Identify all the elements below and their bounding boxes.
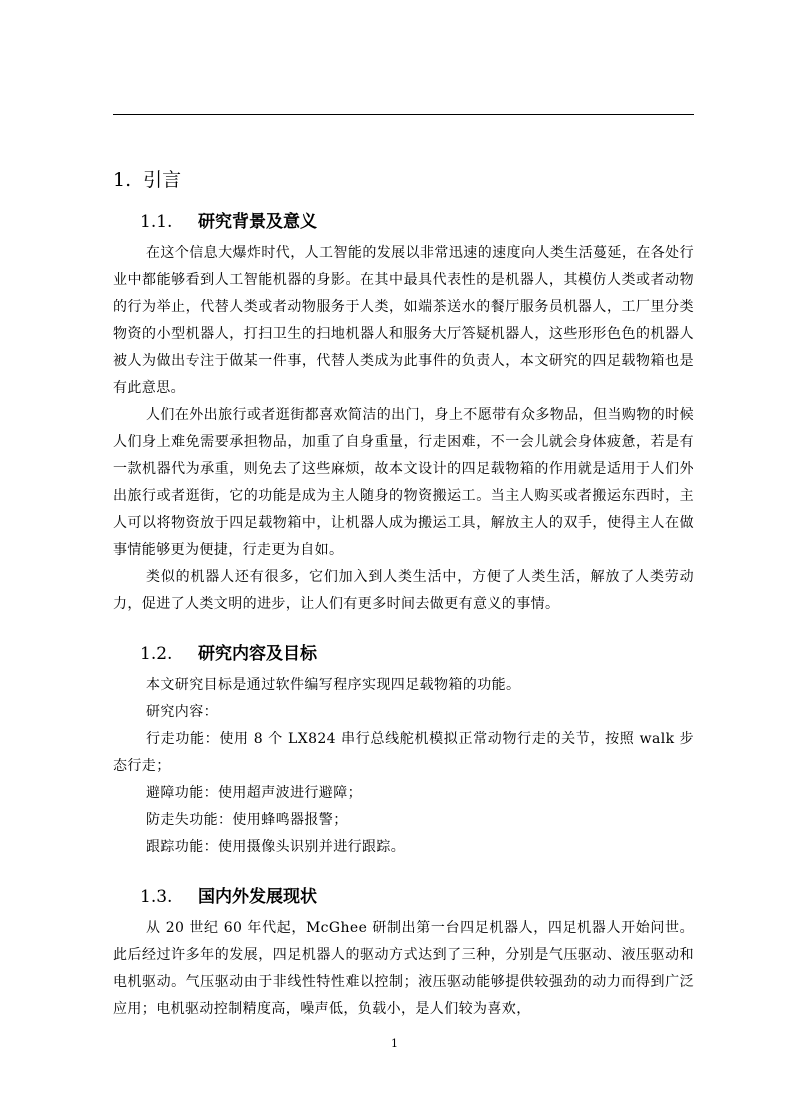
chapter-number: 1. <box>113 169 132 191</box>
chapter-heading <box>113 160 694 200</box>
paragraph: 本文研究目标是通过软件编写程序实现四足载物箱的功能。 <box>146 677 521 693</box>
list-item: 跟踪功能：使用摄像头识别并进行跟踪。 <box>146 839 406 855</box>
section-heading-1-3 <box>113 879 694 915</box>
section-number: 1.1. <box>140 212 173 232</box>
paragraph: 人们在外出旅行或者逛街都喜欢简洁的出门，身上不愿带有众多物品，但当购物的时候人们身上难免需要承担物品，加重了自身重量，行走困难，不一会儿就会身体疲惫，若是有一款机器代为承重，则免去了这些麻烦，故本文设计的四足载物箱的作用就是适用于人们外出旅行或者逛街，它的功能是成为主人随身的物资搬运工。当主人购买或者搬运东西时，主人可以将物资放于四足载物箱中，让机器人成为搬运工具，解放主人的双手，使得主人在做事情能够更为便捷，行走更为自如。 <box>113 407 694 558</box>
list-item: 避障功能：使用超声波进行避障； <box>146 785 362 801</box>
paragraph: 从 20 世纪 60 年代起，McGhee 研制出第一台四足机器人，四足机器人开始问世。此后经过许多年的发展，四足机器人的驱动方式达到了三种，分别是气压驱动、液压驱动和电机驱动。气压驱动由于非线性特性难以控制；液压驱动能够提供较强劲的动力而得到广泛应用；电机驱动控制精度高，噪声低，负载小，是人们较为喜欢， <box>113 920 694 1017</box>
section-title: 研究背景及意义 <box>198 212 317 232</box>
paragraph: 在这个信息大爆炸时代，人工智能的发展以非常迅速的速度向人类生活蔓延，在各处行业中都能够看到人工智能机器的身影。在其中最具代表性的是机器人，其模仿人类或者动物的行为举止，代替人类或者动物服务于人类，如端茶送水的餐厅服务员机器人，工厂里分类物资的小型机器人，打扫卫生的扫地机器人和服务大厅答疑机器人，这些形形色色的机器人被人为做出专注于做某一件事，代替人类成为此事件的负责人，本文研究的四足载物箱也是有此意思。 <box>113 245 694 396</box>
list-item: 行走功能：使用 8 个 LX824 串行总线舵机模拟正常动物行走的关节，按照 walk 步态行走； <box>113 731 694 774</box>
section-heading-1-1 <box>113 204 694 240</box>
header-rule <box>113 114 694 115</box>
paragraph: 类似的机器人还有很多，它们加入到人类生活中，方便了人类生活，解放了人类劳动力，促进了人类文明的进步，让人们有更多时间去做更有意义的事情。 <box>113 569 694 612</box>
section-number: 1.3. <box>140 887 173 907</box>
paragraph: 研究内容： <box>146 704 218 720</box>
chapter-title: 引言 <box>143 169 182 191</box>
page-number: 1 <box>391 1037 398 1050</box>
section-heading-1-2 <box>113 636 694 672</box>
section-title: 国内外发展现状 <box>198 887 317 907</box>
list-item: 防走失功能：使用蜂鸣器报警； <box>146 812 348 828</box>
section-number: 1.2. <box>140 644 173 664</box>
document-body <box>113 160 694 1023</box>
section-title: 研究内容及目标 <box>198 644 317 664</box>
